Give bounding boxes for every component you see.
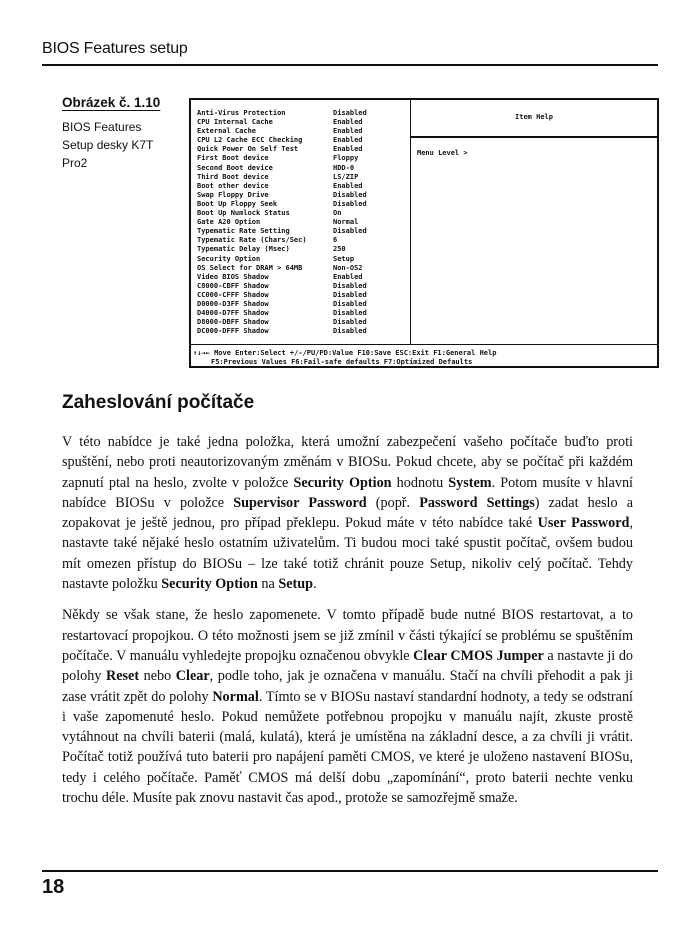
bios-setting-label: D0000-D3FF Shadow [197, 299, 269, 308]
bios-setting-value: Enabled [333, 127, 363, 136]
bios-setting-value: Disabled [333, 199, 367, 208]
bios-setting-value: Non-OS2 [333, 263, 363, 272]
bios-setting-value: Enabled [333, 272, 363, 281]
bios-setting-row [197, 273, 367, 282]
bios-setting-row [197, 318, 367, 327]
bios-setting-row [197, 282, 367, 291]
bios-setting-row [197, 291, 367, 300]
bios-setting-label: First Boot device [197, 154, 269, 163]
item-help-title: Item Help [515, 113, 553, 121]
bios-setting-row [197, 164, 367, 173]
bios-setting-row [197, 227, 367, 236]
bios-setting-row [197, 191, 367, 200]
footer-rule [42, 870, 658, 872]
bios-screenshot [189, 98, 659, 368]
bios-setting-label: Quick Power On Self Test [197, 145, 299, 154]
bios-setting-row [197, 109, 367, 118]
bios-setting-label: Typematic Rate (Chars/Sec) [197, 236, 307, 245]
bios-setting-label: Boot Up Numlock Status [197, 209, 290, 218]
header-rule [42, 64, 658, 66]
bios-key-legend [191, 344, 657, 368]
bios-setting-row [197, 118, 367, 127]
text-run: , nastavte také nějaké heslo ostatním uživatelům. Ti budou moci také spustit počítač, ovšem budou mít omezen přístup do BIOSu – lze také totiž chránit pouze Setup, nikoliv celý počítač. Tehdy nastavte položku [62, 515, 633, 593]
figure-label: Obrázek č. 1.10 [62, 95, 161, 110]
section-heading: Zaheslování počítače [62, 392, 255, 413]
bios-setting-label: D4000-D7FF Shadow [197, 309, 269, 318]
bios-setting-row [197, 236, 367, 245]
text-run: . Potom musíte v hlavní nabídce BIOSu v položce [62, 474, 633, 511]
bios-setting-label: Gate A20 Option [197, 218, 261, 227]
bios-setting-value: Disabled [333, 227, 367, 236]
text-run: . Tímto se v BIOSu nastaví standardní hodnoty, a tedy se odstraní i vaše zapomenuté heslo. Pokud nemůžete potřebnou propojku v manuálu najít, zkuste prostě vytáhnout na chvíli baterii (malá, kulatá), která je umístěna na základní desce, a za chvíli ji vrátit. Počítač totiž používá tuto baterii pro napájení paměti CMOS, ve které je uloženo nastavení BIOSu, tedy i celého počítače. Paměť CMOS má delší dobu „zapomínání“, proto baterii nechte venku trochu déle. Musíte pak znovu nastavit čas apod., protože se samozřejmě smaže. [62, 688, 633, 807]
bios-setting-value: Enabled [333, 136, 363, 145]
bios-setting-value: Normal [333, 218, 359, 227]
bios-setting-label: Typematic Delay (Msec) [197, 245, 290, 254]
bios-setting-label: Anti-Virus Protection [197, 109, 286, 117]
text-run: ) zadat heslo a zopakovat je ještě jednou, pro případ překlepu. Pokud máte v této nabídce také [62, 494, 633, 532]
bios-setting-row [197, 327, 367, 336]
menu-level: Menu Level > [417, 149, 468, 157]
bios-setting-label: Boot Up Floppy Seek [197, 199, 278, 208]
bios-setting-value: LS/ZIP [333, 172, 359, 181]
bios-setting-row [197, 300, 367, 309]
bold-term: Normal [212, 688, 259, 705]
bios-setting-row [197, 127, 367, 136]
bios-setting-label: C8000-CBFF Shadow [197, 281, 269, 290]
paragraph-1 [62, 432, 633, 594]
bios-setting-row [197, 264, 367, 273]
text-run: . [313, 576, 317, 593]
bold-term: Setup [278, 576, 314, 593]
bold-term: System [448, 474, 492, 491]
paragraph-2 [62, 605, 633, 808]
bold-term: Password Settings [419, 494, 535, 511]
bold-term: Supervisor Password [233, 494, 367, 511]
help-divider [411, 136, 657, 138]
text-run: nebo [139, 668, 176, 685]
bios-setting-value: Setup [333, 254, 355, 263]
bios-setting-value: Disabled [333, 318, 367, 327]
bios-setting-label: Second Boot device [197, 163, 273, 172]
text-run: a nastavte ji do polohy [62, 647, 634, 685]
bios-setting-value: Disabled [333, 190, 367, 199]
key-legend-line-1: ↑↓→← Move Enter:Select +/-/PU/PD:Value F10:Save ESC:Exit F1:General Help [193, 349, 497, 357]
bios-setting-row [197, 182, 367, 191]
text-run: hodnotu [391, 474, 449, 491]
bios-setting-value: Disabled [333, 327, 367, 336]
running-header: BIOS Features setup [42, 40, 188, 57]
bios-setting-label: Typematic Rate Setting [197, 227, 290, 236]
bios-setting-value: Disabled [333, 281, 367, 290]
bios-setting-value: 6 [333, 236, 338, 245]
bios-setting-row [197, 309, 367, 318]
bios-setting-value: Disabled [333, 309, 367, 318]
bios-setting-row [197, 173, 367, 182]
page-number: 18 [42, 876, 65, 898]
bios-setting-row [197, 218, 367, 227]
text-run: V této nabídce je také jedna položka, která umožní zabezpečení vašeho počítače buďto proti spuštění, nebo proti neautorizovaným změnám v BIOSu. Pokud chcete, aby se počítač při každém zapnutí ptal na heslo, zvolte v položce [62, 434, 633, 491]
bios-setting-row [197, 200, 367, 209]
bios-setting-row [197, 136, 367, 145]
bios-setting-label: Video BIOS Shadow [197, 272, 269, 281]
bios-help-panel [411, 100, 657, 344]
figure-caption: BIOS Features Setup desky K7T Pro2 [62, 120, 154, 170]
text-run: , podle toho, jak je označena v manuálu. Stačí na chvíli přehodit a pak ji zase vrátit zpět do polohy [62, 668, 633, 705]
bold-term: Reset [105, 668, 140, 685]
bold-term: Clear [175, 668, 210, 685]
bios-setting-value: Enabled [333, 145, 363, 154]
text-run: na [257, 576, 279, 593]
text-run: (popř. [366, 494, 420, 511]
bios-settings-list [197, 109, 367, 336]
bios-setting-label: Security Option [197, 254, 261, 263]
bios-setting-label: DC000-DFFF Shadow [197, 327, 269, 336]
bios-setting-row [197, 245, 367, 254]
bold-term: User Password [537, 515, 630, 532]
bios-setting-value: 250 [333, 245, 346, 254]
bios-setting-value: Disabled [333, 299, 367, 308]
text-run: Někdy se však stane, že heslo zapomenete. V tomto případě bude nutné BIOS restartovat, a to restartovací propojkou. O této možnosti jsem se již zmínil v části týkající se problému se spuštěním počítače. V manuálu vyhledejte propojku označenou obvykle [62, 607, 633, 664]
bios-setting-label: OS Select for DRAM > 64MB [197, 263, 303, 272]
bios-setting-label: CPU L2 Cache ECC Checking [197, 136, 303, 145]
bios-setting-label: Third Boot device [197, 172, 269, 181]
bold-term: Security Option [161, 576, 258, 593]
body-text [62, 432, 633, 819]
key-legend-line-2: F5:Previous Values F6:Fail-safe defaults F7:Optimized Defaults [211, 358, 473, 366]
bios-setting-label: Swap Floppy Drive [197, 190, 269, 199]
bios-setting-value: Enabled [333, 118, 363, 127]
bios-setting-row [197, 255, 367, 264]
bios-settings-panel [191, 100, 411, 344]
bold-term: Clear CMOS Jumper [413, 647, 544, 664]
bios-setting-value: HDD-0 [333, 163, 355, 172]
bios-setting-value: Disabled [333, 290, 367, 299]
bios-setting-row [197, 209, 367, 218]
bios-setting-label: Boot other device [197, 181, 269, 190]
bios-setting-label: CPU Internal Cache [197, 118, 273, 127]
bios-setting-value: Disabled [333, 109, 367, 117]
bold-term: Security Option [293, 474, 392, 491]
bios-setting-label: CC000-CFFF Shadow [197, 290, 269, 299]
bios-setting-label: D8000-DBFF Shadow [197, 318, 269, 327]
bios-setting-row [197, 154, 367, 163]
bios-setting-value: On [333, 209, 342, 218]
bios-setting-row [197, 145, 367, 154]
bios-setting-label: External Cache [197, 127, 257, 136]
bios-setting-value: Floppy [333, 154, 359, 163]
bios-setting-value: Enabled [333, 181, 363, 190]
